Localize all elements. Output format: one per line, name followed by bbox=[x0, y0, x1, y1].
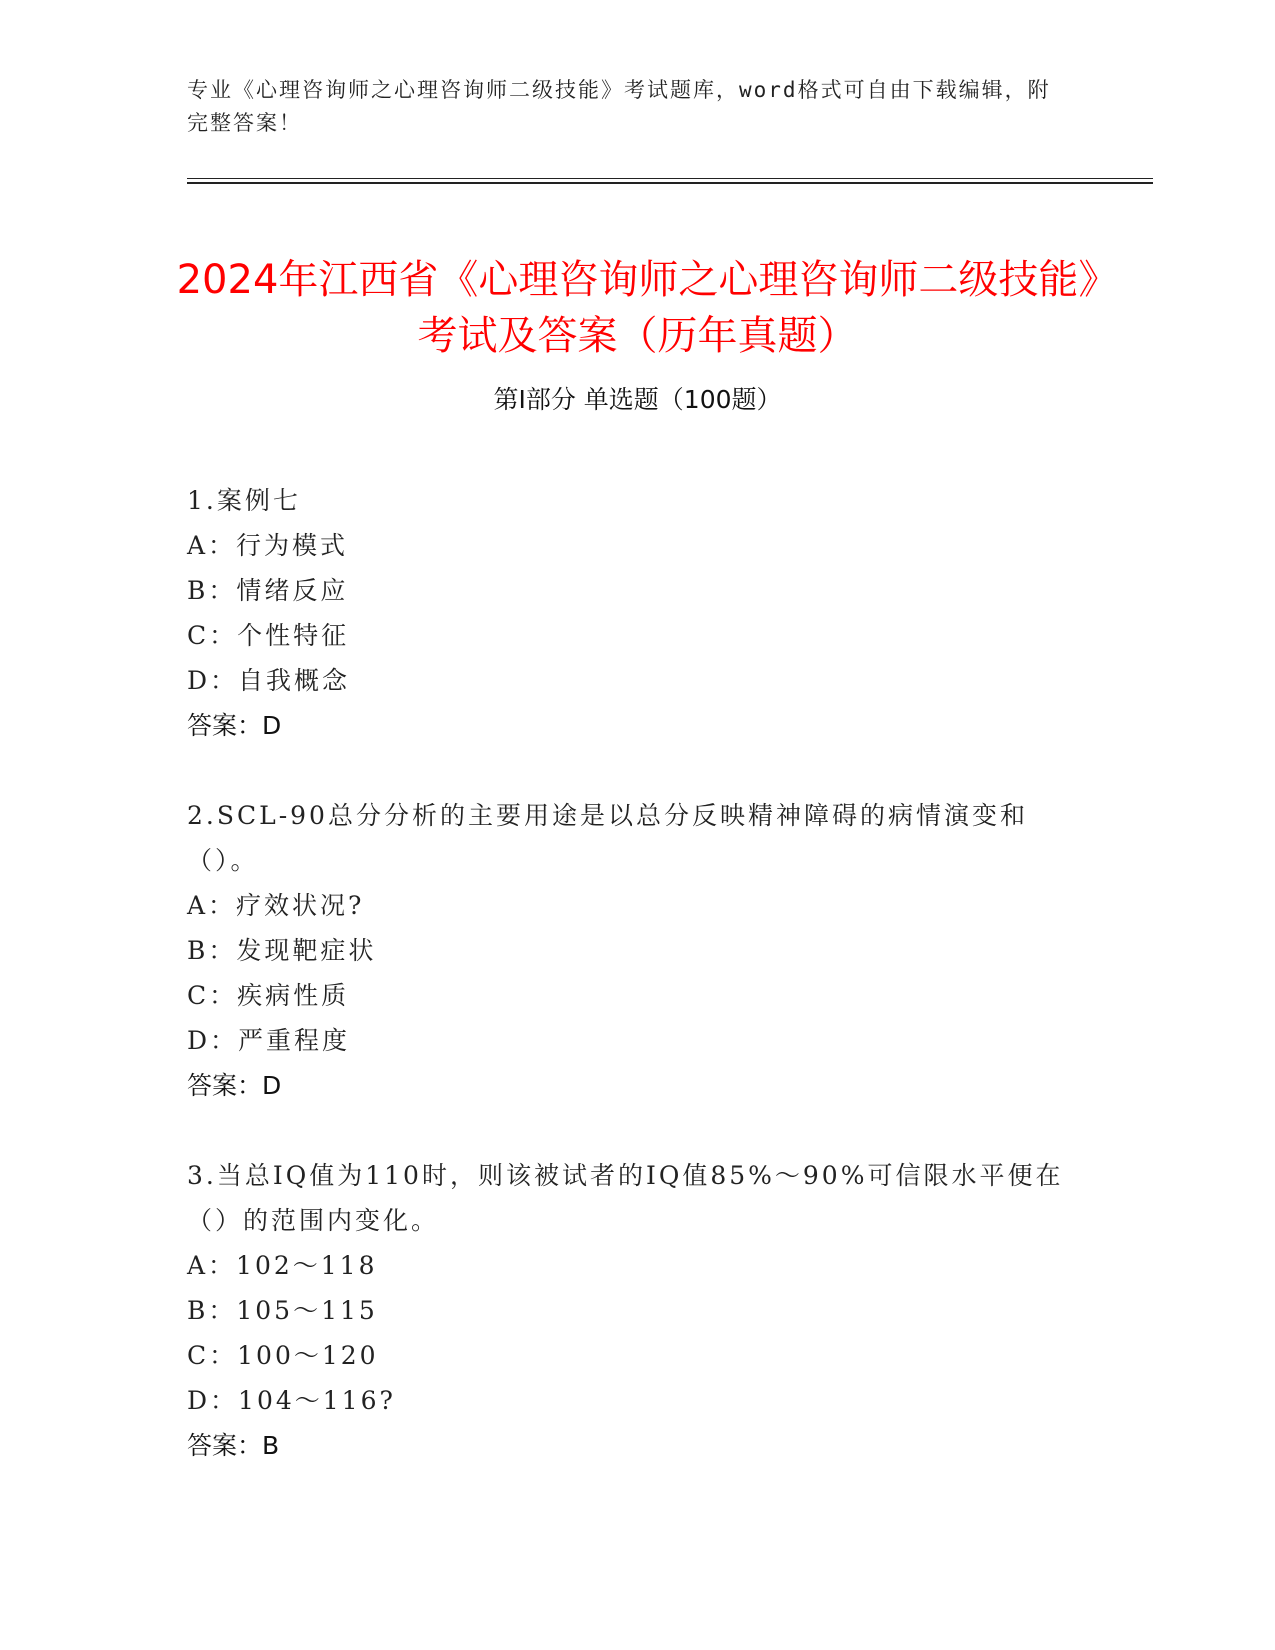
option-a: A：疗效状况? bbox=[187, 891, 365, 920]
option-c: C：100～120 bbox=[187, 1341, 379, 1370]
answer: 答案：D bbox=[187, 711, 282, 740]
question-3 bbox=[187, 1153, 1067, 1468]
option-b: B：情绪反应 bbox=[187, 576, 349, 605]
question-stem: 2.SCL-90总分分析的主要用途是以总分反映精神障碍的病情演变和（）。 bbox=[187, 801, 1028, 875]
question-2 bbox=[187, 793, 1067, 1108]
question-stem: 3.当总IQ值为110时，则该被试者的IQ值85%～90%可信限水平便在（）的范围内变化。 bbox=[187, 1161, 1064, 1235]
option-a: A：102～118 bbox=[187, 1251, 378, 1280]
header-divider-thin bbox=[187, 178, 1153, 179]
question-stem: 1.案例七 bbox=[187, 486, 301, 515]
option-d: D：自我概念 bbox=[187, 666, 351, 695]
option-b: B：105～115 bbox=[187, 1296, 378, 1325]
answer: 答案：B bbox=[187, 1431, 280, 1460]
option-c: C：疾病性质 bbox=[187, 981, 350, 1010]
header-note: 专业《心理咨询师之心理咨询师二级技能》考试题库，word格式可自由下载编辑，附完整答案！ bbox=[187, 78, 1051, 135]
option-d: D：严重程度 bbox=[187, 1026, 351, 1055]
answer: 答案：D bbox=[187, 1071, 282, 1100]
question-1 bbox=[187, 478, 1067, 748]
option-c: C：个性特征 bbox=[187, 621, 350, 650]
document-title: 2024年江西省《心理咨询师之心理咨询师二级技能》考试及答案（历年真题） bbox=[176, 256, 1099, 359]
option-b: B：发现靶症状 bbox=[187, 936, 377, 965]
section-title: 第Ⅰ部分 单选题（100题） bbox=[493, 385, 782, 414]
option-d: D：104～116? bbox=[187, 1386, 396, 1415]
question-list bbox=[187, 478, 1067, 1513]
header-divider-thick bbox=[187, 182, 1153, 184]
option-a: A：行为模式 bbox=[187, 531, 349, 560]
